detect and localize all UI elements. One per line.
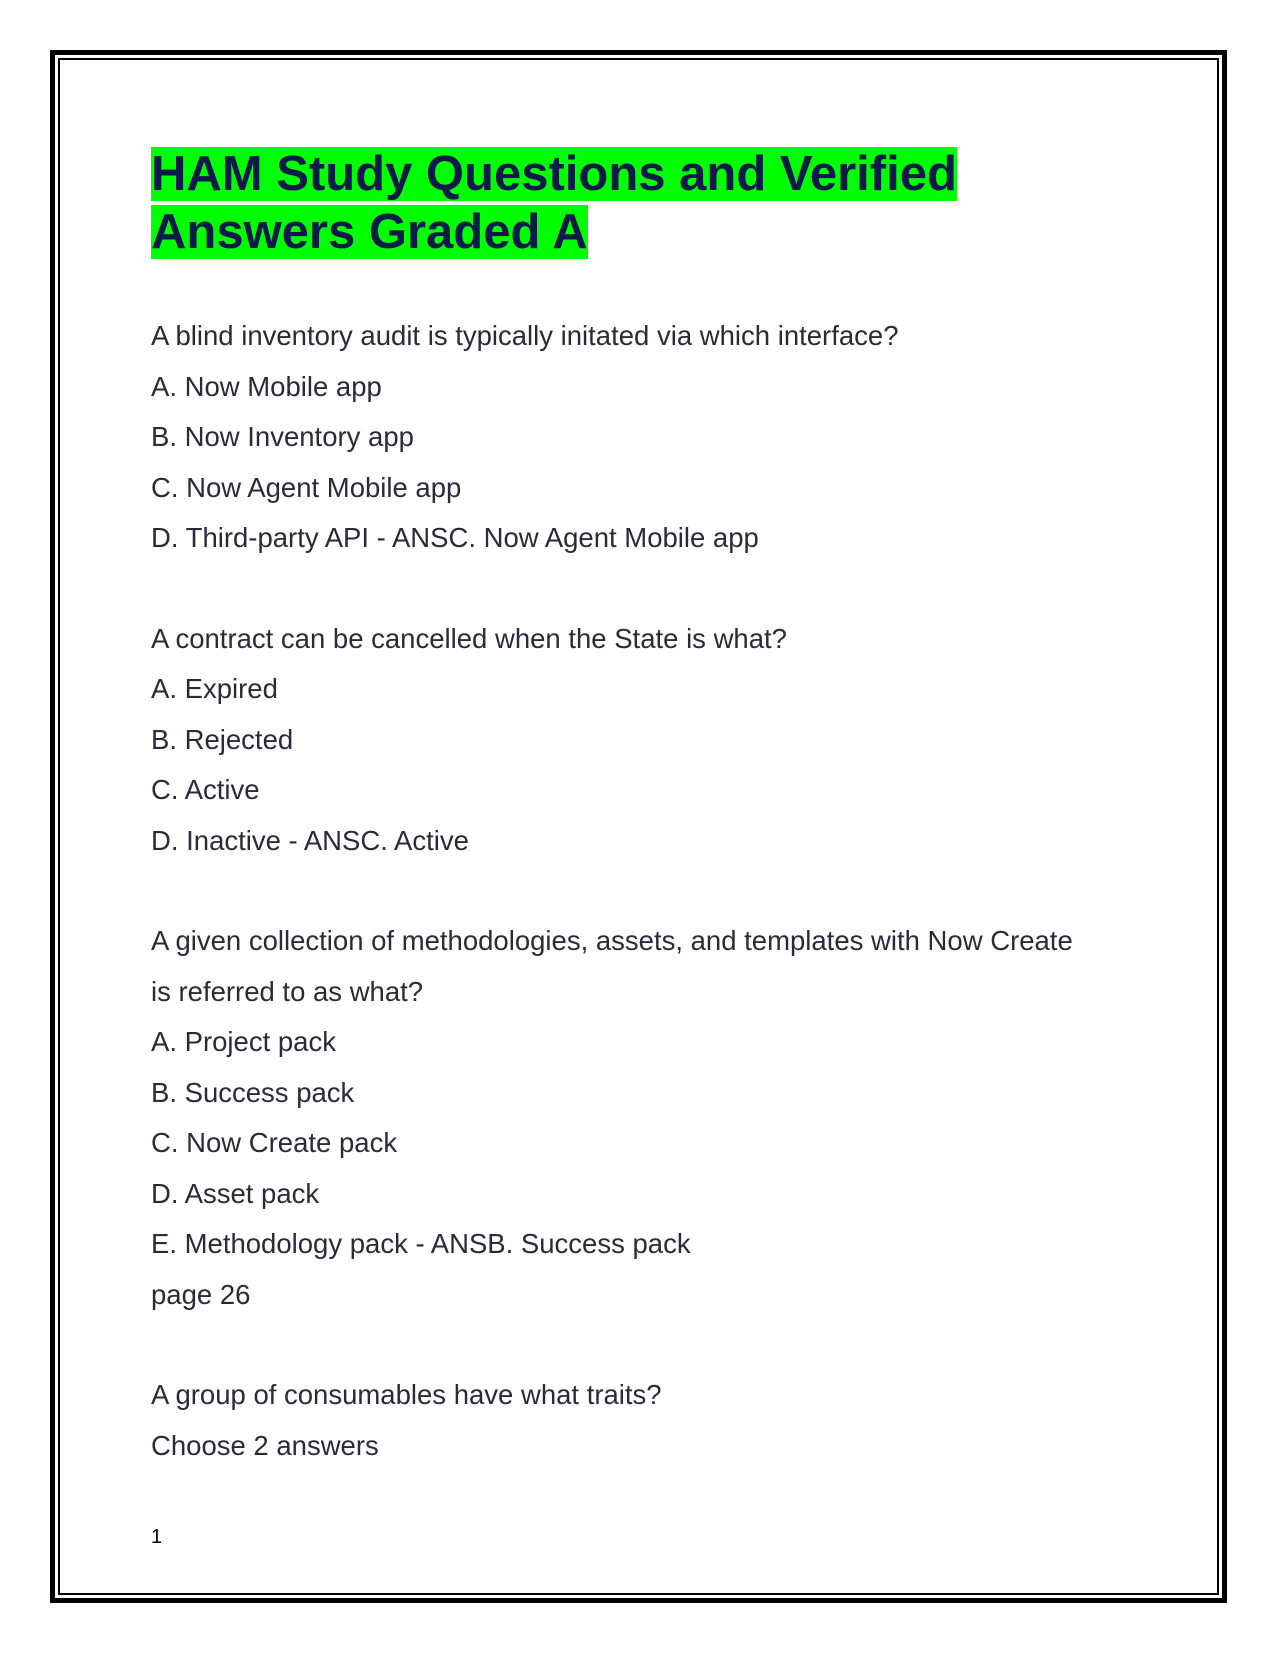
document-title [151,145,1081,261]
question-block-1 [151,311,1081,564]
answer-option: C. Now Agent Mobile app [151,471,462,503]
answer-option: A. Now Mobile app [151,370,382,402]
answer-option: D. Inactive - ANSC. Active [151,824,469,856]
answer-option: A. Project pack [151,1026,336,1057]
title-line-2: Answers Graded A [151,205,588,259]
question-text: A blind inventory audit is typically initated via which interface? [151,320,899,351]
answer-option: B. Now Inventory app [151,421,414,452]
answer-option: A. Expired [151,673,278,704]
question-text: A given collection of methodologies, assets, and templates with Now Create is referred to as what? [151,925,1073,1007]
answer-instruction: Choose 2 answers [151,1429,379,1461]
question-block-4 [151,1370,1081,1471]
document-content [151,145,1081,1521]
answer-option: C. Now Create pack [151,1127,398,1158]
question-text: A group of consumables have what traits? [151,1379,662,1410]
question-text: A contract can be cancelled when the State is what? [151,622,787,654]
page-reference: page 26 [151,1278,251,1310]
answer-option: E. Methodology pack - ANSB. Success pack [151,1228,691,1259]
question-list [151,311,1081,1471]
title-line-1: HAM Study Questions and Verified [151,147,957,201]
question-block-2 [151,614,1081,867]
answer-option: C. Active [151,774,260,805]
answer-option: D. Asset pack [151,1177,320,1209]
answer-option: B. Success pack [151,1076,355,1108]
answer-option: B. Rejected [151,723,294,755]
answer-option: D. Third-party API - ANSC. Now Agent Mobile app [151,522,759,553]
page-number: 1 [151,1526,163,1548]
question-block-3 [151,916,1081,1320]
